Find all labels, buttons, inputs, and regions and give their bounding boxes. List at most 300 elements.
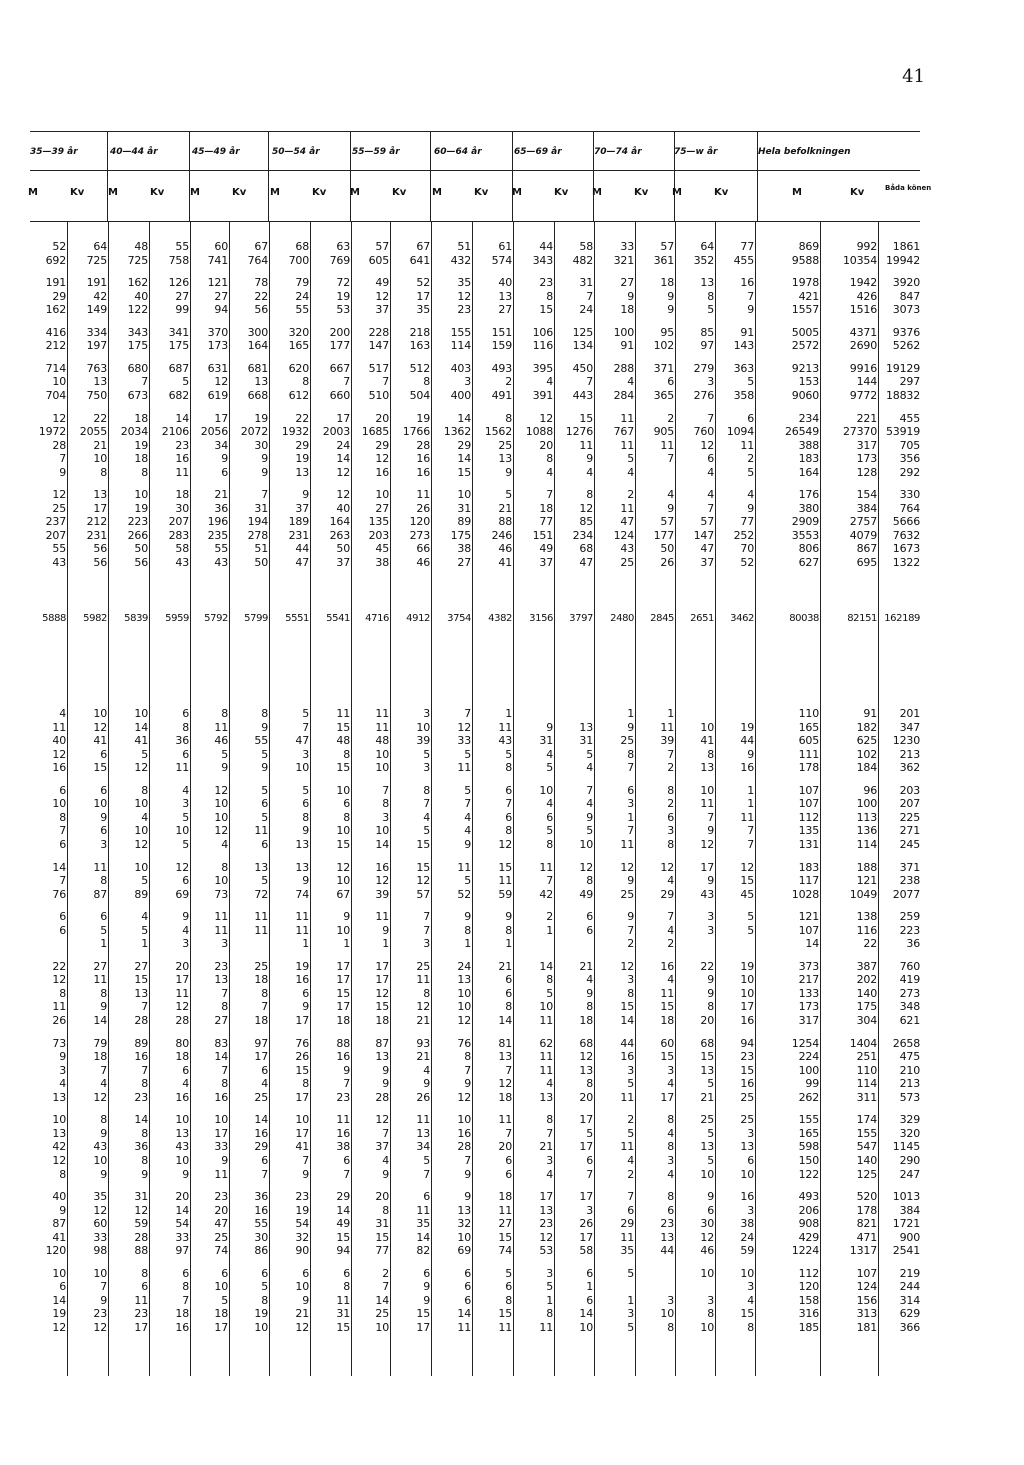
table-cell: 12 — [134, 1203, 148, 1217]
table-cell: 5959 — [165, 613, 189, 624]
table-cell: 12 — [375, 874, 389, 888]
table-cell: 300 — [247, 325, 268, 339]
table-cell: 67 — [336, 887, 350, 901]
table-cell: 14 — [93, 1014, 107, 1027]
table-cell: 6 — [261, 1153, 268, 1167]
table-cell: 124 — [856, 1280, 877, 1294]
table-cell: 660 — [329, 388, 350, 402]
table-cell: 36 — [906, 937, 920, 951]
table-cell: 5 — [182, 837, 189, 851]
table-cell: 3 — [546, 1153, 553, 1167]
table-cell: 22 — [863, 937, 877, 951]
table-cell: 7 — [586, 375, 593, 389]
table-cell: 37 — [700, 556, 714, 569]
table-cell: 60 — [214, 240, 228, 253]
page-number: 41 — [902, 66, 925, 87]
table-cell: 184 — [856, 761, 877, 775]
table-cell: 120 — [45, 1244, 66, 1258]
table-cell: 10 — [700, 1266, 714, 1280]
table-cell: 42 — [539, 887, 553, 901]
table-cell: 59 — [740, 1244, 754, 1258]
table-cell: 547 — [856, 1140, 877, 1154]
table-cell: 40 — [52, 734, 66, 748]
table-cell: 3 — [747, 1126, 754, 1140]
table-cell: 85 — [579, 515, 593, 529]
table-cell: 25 — [52, 501, 66, 515]
table-cell: 30 — [700, 1217, 714, 1231]
table-cell: 2106 — [161, 425, 189, 439]
table-cell: 31 — [336, 1307, 350, 1321]
table-cell: 8 — [627, 986, 634, 1000]
table-cell: 7 — [505, 1126, 512, 1140]
table-cell: 17 — [214, 1126, 228, 1140]
table-cell: 12 — [214, 375, 228, 389]
table-cell: 14 — [805, 937, 819, 951]
table-cell: 4 — [59, 1077, 66, 1091]
table-cell: 5 — [261, 810, 268, 824]
table-cell: 3 — [667, 824, 674, 838]
table-cell: 33 — [457, 734, 471, 748]
table-cell: 384 — [899, 1203, 920, 1217]
table-cell: 9 — [100, 1126, 107, 1140]
table-cell: 7 — [586, 783, 593, 797]
table-cell: 29 — [375, 438, 389, 452]
table-cell: 348 — [899, 1000, 920, 1014]
table-cell: 87 — [375, 1036, 389, 1050]
table-cell: 15 — [457, 465, 471, 479]
table-cell: 164 — [798, 465, 819, 479]
table-cell: 93 — [416, 1036, 430, 1050]
table-cell: 23 — [214, 959, 228, 973]
table-cell: 73 — [52, 1036, 66, 1050]
table-cell: 9 — [627, 910, 634, 924]
table-cell: 212 — [86, 515, 107, 529]
table-cell: 4 — [464, 824, 471, 838]
table-cell: 343 — [127, 325, 148, 339]
table-cell: 15 — [740, 874, 754, 888]
table-cell: 10 — [175, 1153, 189, 1167]
table-cell: 55 — [175, 240, 189, 253]
table-cell: 6 — [182, 1266, 189, 1280]
table-cell: 6 — [182, 747, 189, 761]
table-cell: 4 — [464, 810, 471, 824]
table-cell: 19 — [134, 438, 148, 452]
table-cell: 29 — [295, 438, 309, 452]
table-cell: 10 — [93, 797, 107, 811]
table-cell: 64 — [700, 240, 714, 253]
table-cell: 79 — [93, 1036, 107, 1050]
table-cell: 6 — [221, 1266, 228, 1280]
table-cell: 77 — [375, 1244, 389, 1258]
table-cell: 621 — [899, 1014, 920, 1027]
table-cell: 5799 — [244, 613, 268, 624]
table-cell: 19 — [740, 720, 754, 734]
table-cell: 69 — [175, 887, 189, 901]
age-group-header: Hela befolkningen — [758, 147, 851, 157]
table-cell: 46 — [214, 734, 228, 748]
table-cell: 370 — [207, 325, 228, 339]
table-cell: 13 — [295, 860, 309, 874]
table-cell: 234 — [572, 528, 593, 542]
table-cell: 403 — [450, 361, 471, 375]
table-cell: 42 — [52, 1140, 66, 1154]
table-cell: 3 — [667, 1153, 674, 1167]
table-cell: 15 — [740, 1307, 754, 1321]
table-cell: 3 — [627, 797, 634, 811]
table-cell: 8 — [261, 986, 268, 1000]
column-rule — [757, 131, 758, 221]
table-cell: 17 — [336, 411, 350, 425]
table-cell: 12 — [375, 986, 389, 1000]
table-cell: 5 — [464, 747, 471, 761]
table-cell: 23 — [93, 1307, 107, 1321]
table-cell: 99 — [805, 1077, 819, 1091]
table-cell: 8 — [667, 1321, 674, 1334]
table-cell: 165 — [798, 720, 819, 734]
table-cell: 11 — [93, 860, 107, 874]
table-cell: 37 — [336, 556, 350, 569]
table-cell: 4 — [667, 488, 674, 502]
table-cell: 847 — [899, 289, 920, 303]
table-cell: 5262 — [892, 339, 920, 353]
table-cell: 6 — [261, 1266, 268, 1280]
table-cell: 24 — [295, 289, 309, 303]
table-cell: 76 — [52, 887, 66, 901]
table-cell: 5 — [546, 761, 553, 775]
table-cell: 2541 — [892, 1244, 920, 1258]
table-cell: 13 — [700, 276, 714, 290]
table-cell: 69 — [457, 1244, 471, 1258]
table-cell: 107 — [798, 923, 819, 937]
table-cell: 11 — [254, 910, 268, 924]
table-cell: 5888 — [42, 613, 66, 624]
table-cell: 10 — [93, 1266, 107, 1280]
table-cell: 178 — [798, 761, 819, 775]
table-cell: 56 — [93, 542, 107, 556]
table-cell: 7 — [627, 923, 634, 937]
table-cell: 88 — [336, 1036, 350, 1050]
table-cell: 48 — [375, 734, 389, 748]
table-cell: 28 — [457, 1140, 471, 1154]
table-cell: 11 — [539, 1014, 553, 1027]
table-cell: 687 — [168, 361, 189, 375]
table-cell: 12 — [93, 1321, 107, 1334]
table-cell: 10 — [375, 1321, 389, 1334]
table-cell: 12 — [416, 874, 430, 888]
table-cell: 244 — [899, 1280, 920, 1294]
table-cell: 5 — [423, 824, 430, 838]
table-cell: 25 — [498, 438, 512, 452]
table-cell: 4 — [423, 1063, 430, 1077]
table-cell: 4371 — [849, 325, 877, 339]
table-cell: 12 — [93, 720, 107, 734]
table-cell: 15 — [700, 1050, 714, 1064]
table-cell: 8 — [382, 797, 389, 811]
table-cell: 869 — [798, 240, 819, 253]
table-cell: 116 — [856, 923, 877, 937]
table-cell: 113 — [856, 810, 877, 824]
table-cell: 2690 — [849, 339, 877, 353]
table-cell: 8 — [423, 375, 430, 389]
table-cell: 12 — [93, 1203, 107, 1217]
table-cell: 11 — [620, 501, 634, 515]
table-cell: 128 — [856, 465, 877, 479]
table-cell: 19129 — [886, 361, 920, 375]
table-cell: 9 — [182, 1167, 189, 1181]
table-cell: 31 — [457, 501, 471, 515]
table-cell: 24 — [336, 438, 350, 452]
table-cell: 8 — [707, 1307, 714, 1321]
table-cell: 16 — [375, 465, 389, 479]
table-cell: 91 — [740, 325, 754, 339]
table-cell: 13 — [539, 1203, 553, 1217]
table-cell: 13 — [175, 1126, 189, 1140]
table-cell: 201 — [899, 707, 920, 720]
table-cell: 57 — [375, 240, 389, 253]
table-cell: 8 — [505, 761, 512, 775]
table-cell: 12 — [93, 1090, 107, 1104]
table-cell: 28 — [134, 1230, 148, 1244]
table-cell: 91 — [620, 339, 634, 353]
table-cell: 16 — [175, 452, 189, 466]
table-cell: 6 — [59, 910, 66, 924]
table-cell: 210 — [899, 1063, 920, 1077]
table-cell: 5 — [261, 1280, 268, 1294]
table-cell: 155 — [856, 1126, 877, 1140]
table-cell: 4 — [59, 707, 66, 720]
table-cell: 18 — [175, 1307, 189, 1321]
table-cell: 43 — [175, 556, 189, 569]
table-cell: 6 — [586, 910, 593, 924]
table-cell: 1516 — [849, 303, 877, 317]
table-cell: 6 — [667, 375, 674, 389]
table-cell: 237 — [45, 515, 66, 529]
table-cell: 11 — [457, 1321, 471, 1334]
table-cell: 9 — [627, 720, 634, 734]
table-cell: 867 — [856, 542, 877, 556]
table-cell: 629 — [899, 1307, 920, 1321]
table-cell: 491 — [491, 388, 512, 402]
table-cell: 6 — [586, 1266, 593, 1280]
table-cell: 189 — [288, 515, 309, 529]
table-cell: 94 — [214, 303, 228, 317]
table-cell: 20 — [175, 1190, 189, 1204]
female-column-header: Kv — [850, 187, 865, 198]
table-cell: 100 — [856, 797, 877, 811]
table-cell: 16 — [336, 1126, 350, 1140]
table-cell: 4 — [586, 761, 593, 775]
table-cell: 384 — [856, 501, 877, 515]
table-cell: 443 — [572, 388, 593, 402]
table-cell: 10 — [214, 1280, 228, 1294]
table-cell: 52 — [740, 556, 754, 569]
table-cell: 12 — [375, 289, 389, 303]
table-cell: 7 — [382, 1126, 389, 1140]
male-column-header: M — [792, 187, 802, 198]
table-cell: 235 — [207, 528, 228, 542]
table-cell: 1 — [505, 937, 512, 951]
table-cell: 15 — [375, 1230, 389, 1244]
table-cell: 29 — [457, 438, 471, 452]
table-cell: 114 — [856, 837, 877, 851]
table-cell: 6 — [464, 1280, 471, 1294]
table-cell: 3073 — [892, 303, 920, 317]
table-cell: 89 — [457, 515, 471, 529]
table-cell: 3462 — [730, 613, 754, 624]
table-cell: 162 — [45, 303, 66, 317]
table-cell: 5 — [627, 1077, 634, 1091]
table-cell: 165 — [798, 1126, 819, 1140]
table-cell: 7 — [302, 1153, 309, 1167]
table-cell: 9 — [423, 1077, 430, 1091]
table-cell: 2658 — [892, 1036, 920, 1050]
table-cell: 512 — [409, 361, 430, 375]
table-cell: 23 — [539, 1217, 553, 1231]
table-cell: 10 — [740, 1266, 754, 1280]
table-cell: 18 — [375, 1014, 389, 1027]
table-cell: 16 — [740, 276, 754, 290]
table-cell: 202 — [856, 973, 877, 987]
table-cell: 341 — [168, 325, 189, 339]
table-cell: 18 — [93, 1050, 107, 1064]
table-cell: 7 — [707, 810, 714, 824]
table-cell: 3156 — [529, 613, 553, 624]
table-cell: 5666 — [892, 515, 920, 529]
table-cell: 8 — [707, 1000, 714, 1014]
table-cell: 1276 — [565, 425, 593, 439]
table-cell: 12 — [375, 452, 389, 466]
table-cell: 13 — [498, 1050, 512, 1064]
table-cell: 125 — [572, 325, 593, 339]
table-cell: 12 — [579, 1050, 593, 1064]
table-cell: 67 — [416, 240, 430, 253]
table-cell: 371 — [653, 361, 674, 375]
table-cell: 47 — [700, 542, 714, 556]
table-cell: 5 — [302, 707, 309, 720]
table-cell: 20 — [214, 1203, 228, 1217]
table-cell: 7 — [586, 1167, 593, 1181]
table-cell: 6 — [100, 783, 107, 797]
table-cell: 8 — [261, 707, 268, 720]
table-cell: 251 — [856, 1050, 877, 1064]
table-cell: 9 — [464, 1077, 471, 1091]
table-cell: 147 — [693, 528, 714, 542]
table-cell: 8 — [707, 289, 714, 303]
table-cell: 52 — [416, 276, 430, 290]
table-cell: 317 — [798, 1014, 819, 1027]
table-cell: 162 — [127, 276, 148, 290]
table-cell: 421 — [798, 289, 819, 303]
table-cell: 11 — [214, 720, 228, 734]
table-cell: 203 — [368, 528, 389, 542]
table-cell: 87 — [93, 887, 107, 901]
table-cell: 11 — [416, 1203, 430, 1217]
table-cell: 44 — [660, 1244, 674, 1258]
table-cell: 6 — [546, 810, 553, 824]
table-cell: 110 — [856, 1063, 877, 1077]
table-cell: 18 — [539, 501, 553, 515]
table-cell: 10 — [740, 986, 754, 1000]
table-cell: 19 — [295, 452, 309, 466]
table-cell: 11 — [175, 465, 189, 479]
table-cell: 88 — [498, 515, 512, 529]
table-cell: 1 — [302, 937, 309, 951]
table-cell: 7 — [423, 797, 430, 811]
table-cell: 15 — [295, 1063, 309, 1077]
table-cell: 6 — [59, 923, 66, 937]
table-cell: 11 — [175, 761, 189, 775]
table-cell: 22 — [93, 411, 107, 425]
male-column-header: M — [190, 187, 200, 198]
table-cell: 7 — [423, 910, 430, 924]
table-cell: 1766 — [402, 425, 430, 439]
table-cell: 11 — [620, 411, 634, 425]
table-cell: 196 — [207, 515, 228, 529]
table-cell: 21 — [93, 438, 107, 452]
table-cell: 21 — [214, 488, 228, 502]
table-cell: 18 — [620, 303, 634, 317]
table-cell: 311 — [856, 1090, 877, 1104]
table-cell: 12 — [416, 1000, 430, 1014]
table-cell: 43 — [700, 887, 714, 901]
table-cell: 741 — [207, 253, 228, 267]
table-cell: 13 — [457, 1203, 471, 1217]
table-cell: 45 — [375, 542, 389, 556]
table-cell: 36 — [134, 1140, 148, 1154]
female-column-header: Kv — [634, 187, 649, 198]
table-cell: 25 — [254, 959, 268, 973]
table-cell: 89 — [134, 887, 148, 901]
table-cell: 493 — [798, 1190, 819, 1204]
table-cell: 43 — [52, 556, 66, 569]
table-cell: 8 — [141, 1266, 148, 1280]
table-cell: 6 — [261, 797, 268, 811]
table-cell: 77 — [539, 515, 553, 529]
table-cell: 11 — [740, 438, 754, 452]
table-cell: 246 — [491, 528, 512, 542]
table-cell: 619 — [207, 388, 228, 402]
table-cell: 48 — [336, 734, 350, 748]
table-cell: 26 — [295, 1050, 309, 1064]
table-cell: 25 — [700, 1113, 714, 1127]
table-cell: 15 — [498, 1307, 512, 1321]
table-cell: 4912 — [406, 613, 430, 624]
table-cell: 24 — [457, 959, 471, 973]
table-cell: 16 — [254, 1203, 268, 1217]
table-cell: 12 — [134, 837, 148, 851]
table-cell: 3 — [464, 375, 471, 389]
table-cell: 13 — [660, 1230, 674, 1244]
table-cell: 29 — [336, 1190, 350, 1204]
table-cell: 18 — [579, 1014, 593, 1027]
table-cell: 41 — [295, 1140, 309, 1154]
table-cell: 7 — [59, 452, 66, 466]
table-cell: 4 — [546, 465, 553, 479]
table-cell: 9 — [302, 874, 309, 888]
table-cell: 276 — [693, 388, 714, 402]
table-cell: 85 — [700, 325, 714, 339]
table-cell: 2845 — [650, 613, 674, 624]
table-cell: 758 — [168, 253, 189, 267]
table-cell: 9 — [667, 289, 674, 303]
table-cell: 14 — [539, 959, 553, 973]
table-cell: 212 — [45, 339, 66, 353]
table-cell: 8 — [586, 1000, 593, 1014]
table-cell: 9 — [464, 1167, 471, 1181]
table-cell: 44 — [539, 240, 553, 253]
table-cell: 203 — [899, 783, 920, 797]
table-cell: 6 — [505, 1167, 512, 1181]
